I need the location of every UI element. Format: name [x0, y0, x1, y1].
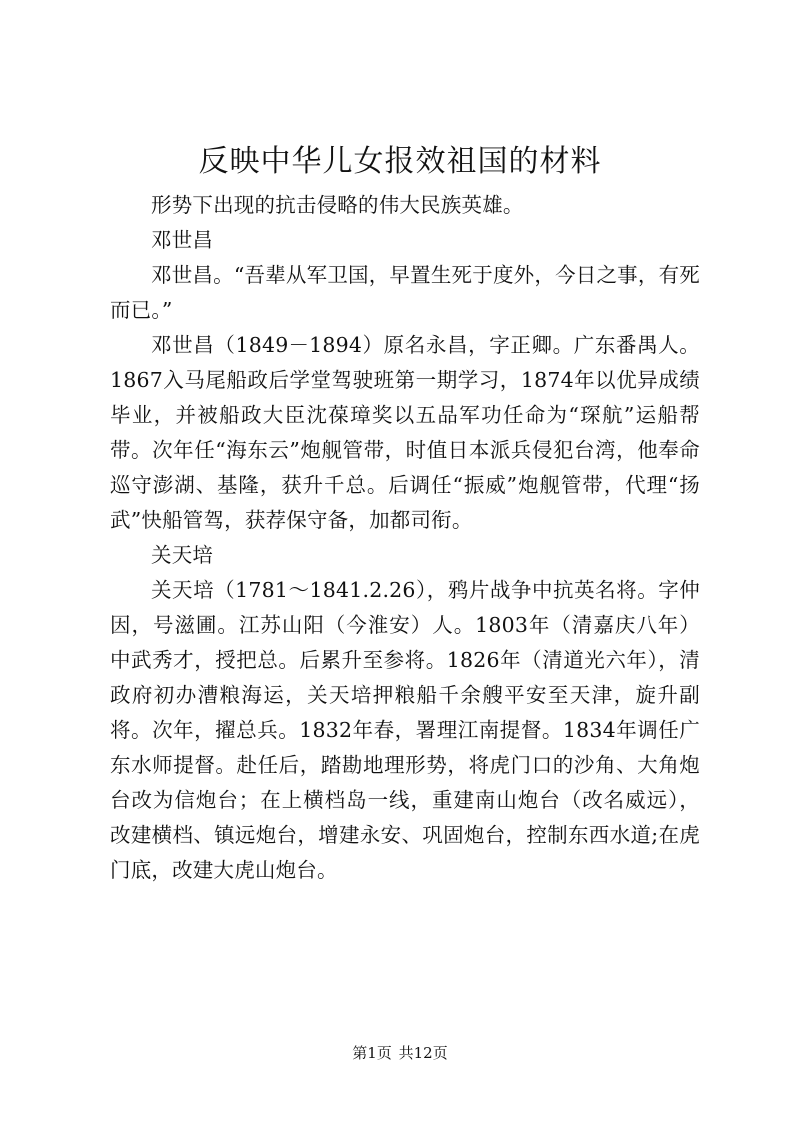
- paragraph-deng-biography: 邓世昌（1849－1894）原名永昌，字正卿。广东番禺人。1867入马尾船政后学堂驾驶班第一期学习，1874年以优异成绩毕业，并被船政大臣沈葆璋奖以五品军功任命为“琛航”运船帮带。次年任“海东云”炮舰管带，时值日本派兵侵犯台湾，他奉命巡守澎湖、基隆，获升千总。后调任“振威”炮舰管带，代理“扬武”快船管驾，获荐保守备，加都司衔。: [110, 333, 700, 532]
- page-footer: [0, 1043, 800, 1063]
- total-pages: 共12页: [398, 1044, 448, 1062]
- paragraph-deng-quote: 邓世昌。“吾辈从军卫国，早置生死于度外，今日之事，有死而已。”: [110, 263, 700, 322]
- heading-deng-shichang: 邓世昌: [151, 228, 214, 252]
- paragraph-intro: 形势下出现的抗击侵略的伟大民族英雄。: [151, 193, 524, 217]
- heading-guan-tianpei: 关天培: [151, 543, 214, 567]
- document-title: 反映中华儿女报效祖国的材料: [198, 144, 602, 179]
- page-number: 第1页: [352, 1044, 392, 1062]
- paragraph-guan-biography: 关天培（1781～1841.2.26），鸦片战争中抗英名将。字仲因，号滋圃。江苏山阳（今淮安）人。1803年（清嘉庆八年）中武秀才，授把总。后累升至参将。1826年（清道光六年），清政府初办漕粮海运，关天培押粮船千余艘平安至天津，旋升副将。次年，擢总兵。1832年春，署理江南提督。1834年调任广东水师提督。赴任后，踏勘地理形势，将虎门口的沙角、大角炮台改为信炮台；在上横档岛一线，重建南山炮台（改名威远），改建横档、镇远炮台，增建永安、巩固炮台，控制东西水道;在虎门底，改建大虎山炮台。: [110, 578, 700, 882]
- document-body: [110, 188, 700, 888]
